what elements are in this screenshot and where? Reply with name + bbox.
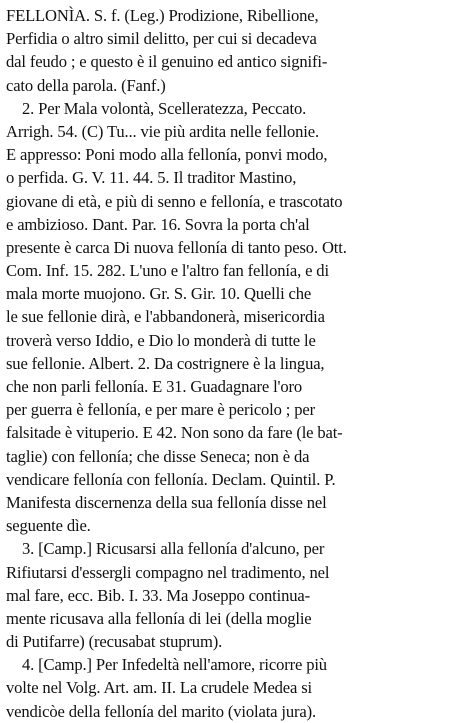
text-line: FELLONÌA. S. f. (Leg.) Prodizione, Ribellione, (6, 6, 319, 25)
text-line: E appresso: Poni modo alla fellonía, ponvi modo, (6, 145, 328, 165)
text-line: mal fare, ecc. Bib. I. 33. Ma Joseppo continua- (6, 585, 310, 605)
text-line: vendicare fellonía con fellonía. Declam. Quintil. P. (6, 469, 336, 489)
text-line: vendicòe della fellonía del marito (violata jura). (6, 701, 316, 721)
text-line: che non parli fellonía. E 31. Guadagnare l'oro (6, 377, 303, 396)
text-line: di Putifarre) (recusabat stuprum). (6, 632, 223, 652)
text-line: falsitade è vituperio. E 42. Non sono da fare (le bat- (6, 423, 343, 443)
text-line: 3. [Camp.] Ricusarsi alla fellonía d'alcuno, per (22, 539, 325, 559)
text-line: presente è carca Di nuova fellonía di tanto peso. Ott. (6, 237, 347, 257)
text-line: 2. Per Mala volontà, Scelleratezza, Peccato. (22, 98, 307, 118)
text-line: troverà verso Iddio, e Dio lo monderà di tutte le (6, 330, 316, 350)
text-line: Arrigh. 54. (C) Tu... vie più ardita nelle fellonie. (6, 121, 319, 141)
text-line: mente ricusava alla fellonía di lei (della moglie (6, 608, 312, 628)
text-line: volte nel Volg. Art. am. II. La crudele Medea si (6, 678, 312, 698)
text-line: dal feudo ; e questo è il genuino ed antico signifi- (6, 52, 328, 72)
text-line: le sue fellonie dirà, e l'abbandonerà, misericordia (6, 307, 325, 327)
text-line: 4. [Camp.] Per Infedeltà nell'amore, ricorre più (22, 655, 327, 675)
text-line: Com. Inf. 15. 282. L'uno e l'altro fan fellonía, e di (6, 261, 329, 281)
text-line: Perfidia o altro simil delitto, per cui si decadeva (6, 29, 317, 49)
text-line: Manifesta discernenza della sua fellonía disse nel (6, 492, 327, 512)
text-line: cato della parola. (Fanf.) (6, 75, 166, 95)
text-line: o perfida. G. V. 11. 44. 5. Il traditor Mastino, (6, 168, 297, 188)
text-line: giovane di età, e più di senno e fellonía, e trascotato (6, 191, 343, 211)
text-line: taglie) con fellonía; che disse Seneca; non è da (6, 446, 310, 466)
text-line: mala morte muojono. Gr. S. Gir. 10. Quelli che (6, 284, 312, 304)
text-line: Rifiutarsi d'essergli compagno nel tradimento, nel (6, 562, 330, 582)
text-line: per guerra è fellonía, e per mare è pericolo ; per (6, 400, 315, 420)
text-line: seguente dìe. (6, 516, 91, 536)
text-line: e ambizioso. Dant. Par. 16. Sovra la porta ch'al (6, 214, 310, 234)
text-line: sue fellonie. Albert. 2. Da costrignere è la lingua, (6, 353, 325, 373)
